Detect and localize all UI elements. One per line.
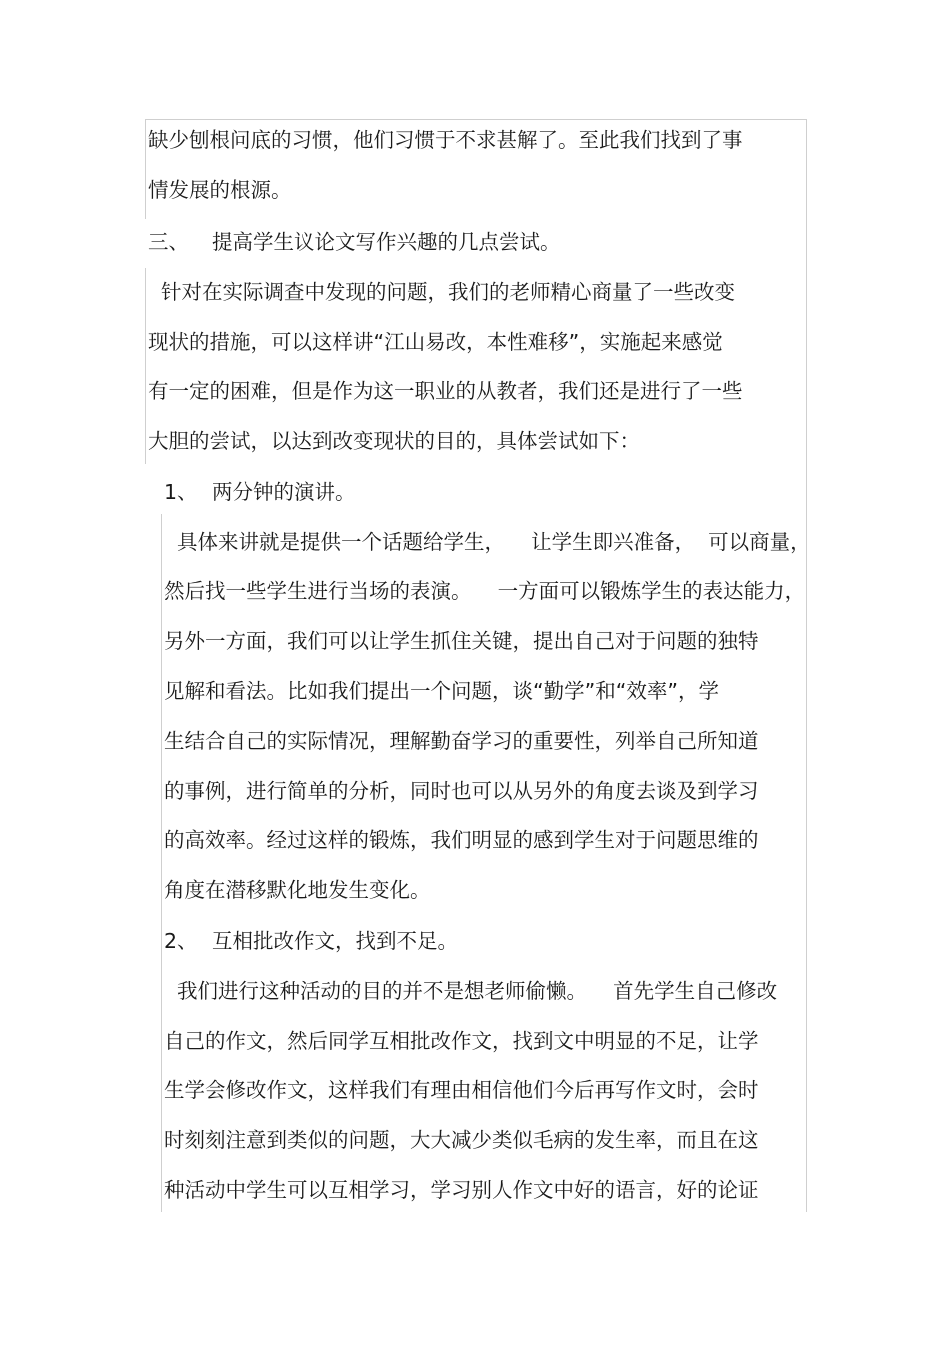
paragraph-line: 生学会修改作文，这样我们有理由相信他们今后再写作文时，会时 — [164, 1078, 759, 1102]
item-number: 1、 — [164, 480, 198, 504]
paragraph-line: 种活动中学生可以互相学习，学习别人作文中好的语言，好的论证 — [164, 1178, 759, 1202]
table-border-top — [145, 119, 807, 120]
paragraph-line: 大胆的尝试，以达到改变现状的目的，具体尝试如下： — [148, 429, 640, 453]
table-border-right — [806, 119, 807, 1212]
item-number: 2、 — [164, 929, 198, 953]
paragraph-line: 缺少刨根问底的习惯，他们习惯于不求甚解了。至此我们找到了事 — [148, 128, 743, 152]
paragraph-line: 自己的作文，然后同学互相批改作文，找到文中明显的不足，让学 — [164, 1029, 759, 1053]
paragraph-line: 针对在实际调查中发现的问题，我们的老师精心商量了一些改变 — [148, 280, 736, 304]
paragraph-line: 时刻刻注意到类似的问题，大大减少类似毛病的发生率，而且在这 — [164, 1128, 759, 1152]
item-title: 互相批改作文，找到不足。 — [212, 929, 458, 953]
paragraph-line: 现状的措施，可以这样讲“江山易改，本性难移”，实施起来感觉 — [148, 330, 723, 354]
paragraph-line: 具体来讲就是提供一个话题给学生， 让学生即兴准备， 可以商量， — [164, 530, 811, 554]
paragraph-line: 角度在潜移默化地发生变化。 — [164, 878, 431, 902]
paragraph-line: 我们进行这种活动的目的并不是想老师偷懒。 首先学生自己修改 — [164, 979, 778, 1003]
section-title: 提高学生议论文写作兴趣的几点尝试。 — [212, 230, 561, 254]
item-title: 两分钟的演讲。 — [212, 480, 356, 504]
paragraph-line: 生结合自己的实际情况，理解勤奋学习的重要性，列举自己所知道 — [164, 729, 759, 753]
paragraph-line: 的高效率。经过这样的锻炼，我们明显的感到学生对于问题思维的 — [164, 828, 759, 852]
paragraph-line: 另外一方面，我们可以让学生抓住关键，提出自己对于问题的独特 — [164, 629, 759, 653]
table-border-left-3 — [161, 514, 162, 1212]
paragraph-line: 见解和看法。比如我们提出一个问题，谈“勤学”和“效率”，学 — [164, 679, 719, 703]
paragraph-line: 有一定的困难，但是作为这一职业的从教者，我们还是进行了一些 — [148, 379, 743, 403]
paragraph-line: 的事例，进行简单的分析，同时也可以从另外的角度去谈及到学习 — [164, 779, 759, 803]
paragraph-line: 然后找一些学生进行当场的表演。 一方面可以锻炼学生的表达能力， — [164, 579, 806, 603]
table-border-left-2 — [145, 268, 146, 464]
table-border-left-1 — [145, 119, 146, 219]
paragraph-line: 情发展的根源。 — [148, 178, 292, 202]
section-number: 三、 — [148, 230, 189, 254]
